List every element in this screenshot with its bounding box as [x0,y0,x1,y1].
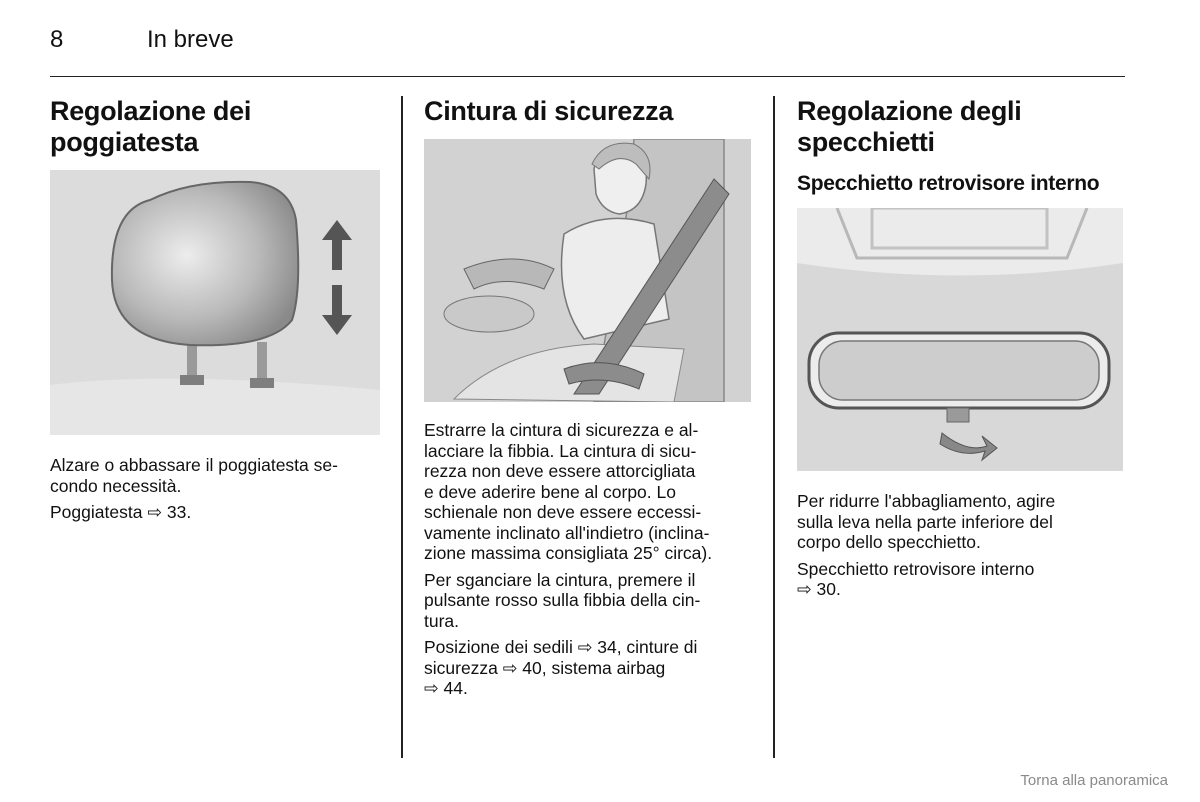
headrest-illustration-icon [50,170,380,435]
column-divider [401,96,403,758]
paragraph: Per ridurre l'abbagliamento, agire sulla leva nella parte inferiore del corpo dello specchietto. [797,491,1056,552]
cross-reference[interactable]: Specchietto retrovisore interno ⇨ 30. [797,558,1035,599]
seatbelt-driver-illustration-icon [424,139,751,402]
section-title: In breve [147,26,234,53]
cross-reference[interactable]: Posizione dei sedili ⇨ 34, cinture di sicurezza ⇨ 40, sistema airbag ⇨ 44. [424,637,698,698]
page-number: 8 [50,26,64,53]
heading-headrest: Regolazione dei poggiatesta [50,96,252,157]
subheading-rearview-mirror: Specchietto retrovisore interno [797,172,1100,195]
column-divider [773,96,775,758]
heading-seatbelt: Cintura di sicurezza [424,96,674,126]
paragraph: Alzare o abbassare il poggiatesta se- condo necessità. [50,455,338,496]
back-to-overview-link[interactable]: Torna alla panoramica [1020,772,1168,789]
column-mirrors [797,96,1127,606]
column-headrest [50,96,380,529]
arrow-right-icon: ⇨ [147,502,162,522]
page-header [50,26,1125,77]
heading-mirrors: Regolazione degli specchietti [797,96,1022,157]
paragraph: Per sganciare la cintura, premere il pulsante rosso sulla fibbia della cin- tura. [424,569,701,631]
rearview-mirror-illustration-icon [797,208,1123,471]
cross-reference[interactable]: Poggiatesta ⇨ 33. [50,502,192,522]
column-seatbelt [424,96,754,705]
paragraph: Estrarre la cintura di sicurezza e al- lacciare la fibbia. La cintura di sicu- rezza non deve essere attorcigliata e deve aderire bene al corpo. Lo schienale non deve essere eccessi- vamente inclinato all'indietro (inclina- zione massima consigliata 25° circa). [424,420,713,563]
